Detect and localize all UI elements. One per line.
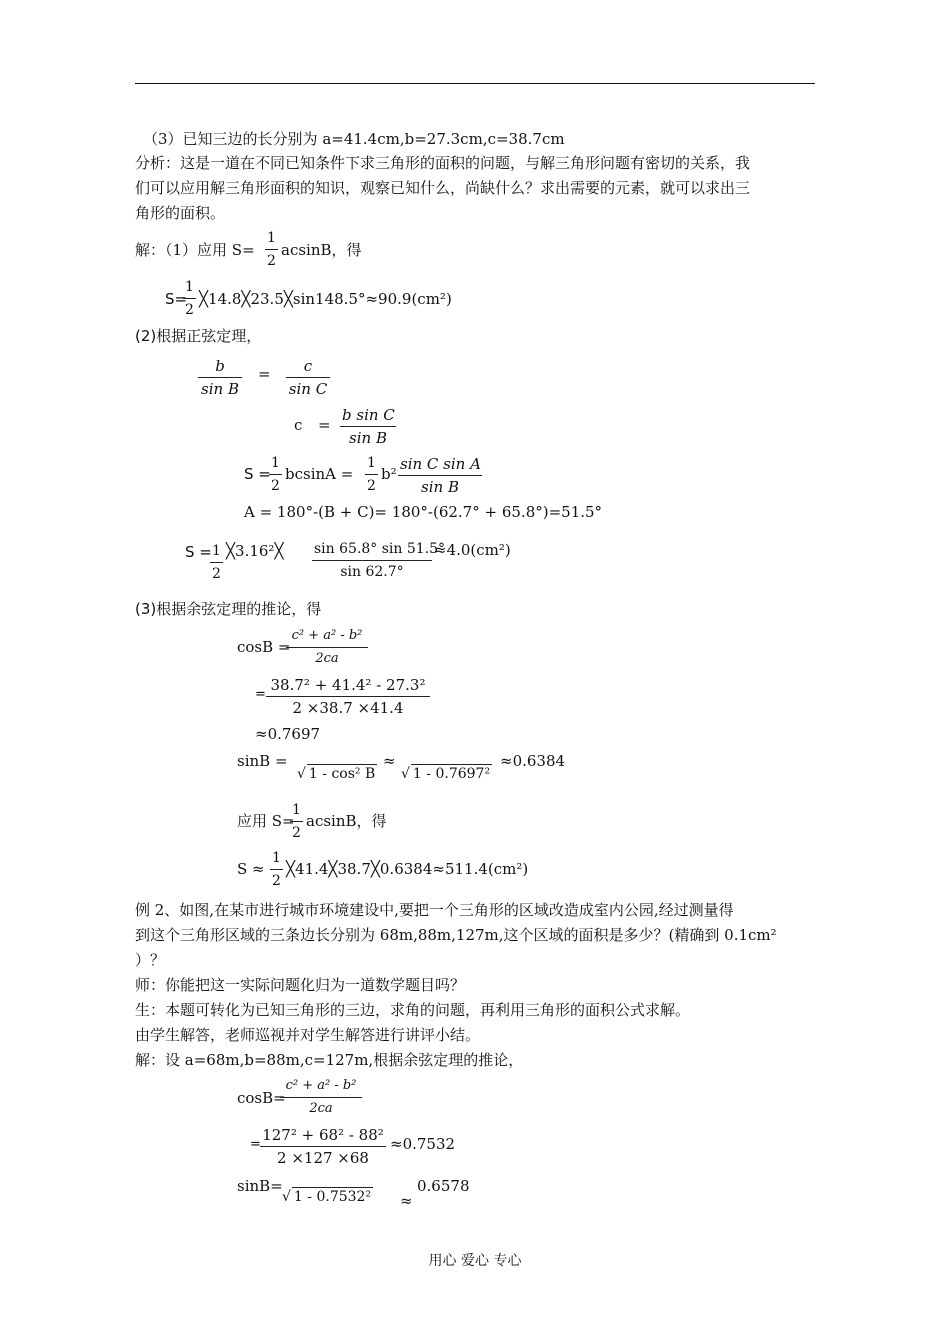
sinB-label: sinB= (237, 1177, 283, 1195)
cosB-value: ≈0.7697 (255, 725, 321, 743)
s2-middle-term: ╳3.16²╳ (226, 542, 284, 560)
s1-label: S= (165, 290, 188, 308)
fraction-sinCsinA-over-sinB: $\frac{\text{sin C sin A}}{\text{sin B}}$ (400, 455, 481, 496)
fraction-half: $\frac{1}{2}$ (267, 230, 276, 269)
b-squared: b² (381, 465, 397, 483)
fraction-b-over-sinB: $\frac{b}{\text{sin B}}$ (198, 357, 242, 398)
approx-sign: ≈ (383, 752, 396, 770)
apply-area-formula: 应用 S= (237, 812, 295, 830)
sinB-value: 0.6578 (417, 1177, 470, 1195)
equals-sign: = (255, 687, 266, 702)
area-label: S = (185, 543, 212, 561)
fraction-half: $\frac{1}{2}$ (212, 543, 221, 582)
fraction-cosine-values: $\frac{\text{127² + 68² - 88²}}{2 \times 127 \times 68}$ (260, 1126, 386, 1167)
solution-1-intro: 解：（1）应用 S= (135, 241, 255, 259)
s1-computation: ╳14.8╳23.5╳sin148.5°≈90.9(cm²) (199, 290, 452, 308)
fraction-cosine-values: $\frac{\text{38.7² + 41.4² - 27.3²}}{2 \times 38.7 \times 41.4}$ (266, 676, 430, 717)
cosB-value: ≈0.7532 (390, 1135, 456, 1153)
fraction-sin-values: $\frac{\sin 65.8^\circ \sin 51.5^\circ}{\sin 62.7^\circ}$ (314, 541, 446, 580)
s2-result: ≈4.0(cm²) (434, 541, 511, 559)
solution-1-formula: acsinB，得 (281, 241, 362, 259)
problem-3-statement: （3）已知三边的长分别为 a=41.4cm,b=27.3cm,c=38.7cm (143, 130, 565, 148)
bcsinA-term: bcsinA = (285, 465, 354, 483)
fraction-bsinC-over-sinB: $\frac{\text{b sin C}}{\text{sin B}}$ (342, 406, 395, 447)
sqrt-one-minus-value: √ 1 - 0.7532² (282, 1189, 372, 1205)
sine-law-heading: (2)根据正弦定理， (135, 327, 262, 345)
fraction-half: $\frac{1}{2}$ (292, 802, 301, 841)
cosine-law-heading: (3)根据余弦定理的推论，得 (135, 600, 322, 618)
apply-area-formula-tail: acsinB，得 (306, 812, 387, 830)
fraction-cosine-formula: $\frac{\text{c² + a² - b²}}{2ca}$ (286, 627, 368, 668)
cosB-label: cosB= (237, 1089, 286, 1107)
area-label: S = (244, 465, 271, 483)
fraction-half: $\frac{1}{2}$ (271, 455, 280, 494)
sqrt-one-minus-cos2B: √ 1 - cos² B (297, 766, 376, 782)
c-label: c (294, 416, 303, 434)
analysis-line-3: 角形的面积。 (135, 204, 226, 222)
fraction-cosine-formula: $\frac{\text{c² + a² - b²}}{2ca}$ (280, 1077, 362, 1118)
s3-computation: ╳41.4╳38.7╳0.6384≈511.4(cm²) (286, 860, 529, 878)
example-2-line-2: 到这个三角形区域的三条边长分别为 68m,88m,127m,这个区域的面积是多少？(精确到 0.1cm² (135, 926, 777, 944)
cosB-label: cosB = (237, 638, 291, 656)
equals-sign: = (250, 1137, 261, 1152)
sinB-value: ≈0.6384 (500, 752, 566, 770)
approx-sign: ≈ (400, 1192, 413, 1210)
header-rule (135, 83, 815, 84)
analysis-line-2: 们可以应用解三角形面积的知识，观察已知什么，尚缺什么？求出需要的元素，就可以求出三 (135, 179, 751, 197)
sinB-label: sinB = (237, 752, 288, 770)
equals-sign: = (258, 365, 271, 383)
example-2-solution: 解：设 a=68m,b=88m,c=127m,根据余弦定理的推论， (135, 1051, 524, 1069)
fraction-half: $\frac{1}{2}$ (367, 455, 376, 494)
fraction-half: $\frac{1}{2}$ (272, 850, 281, 889)
analysis-line-1: 分析：这是一道在不同已知条件下求三角形的面积的问题，与解三角形问题有密切的关系，我 (135, 154, 751, 172)
fraction-c-over-sinC: $\frac{c}{\text{sin C}}$ (286, 357, 330, 398)
teacher-question: 师：你能把这一实际问题化归为一道数学题目吗？ (135, 976, 466, 994)
equals-sign: = (318, 416, 331, 434)
angle-A-computation: A = 180°-(B + C)= 180°-(62.7° + 65.8°)=51.5° (244, 503, 603, 521)
student-answer: 生：本题可转化为已知三角形的三边，求角的问题，再利用三角形的面积公式求解。 (135, 1001, 691, 1019)
example-2-line-3: ）？ (135, 951, 166, 969)
page-footer: 用心 爱心 专心 (428, 1253, 522, 1269)
s3-label: S ≈ (237, 860, 265, 878)
classroom-note: 由学生解答，老师巡视并对学生解答进行讲评小结。 (135, 1026, 481, 1044)
sqrt-one-minus-value: √ 1 - 0.7697² (401, 766, 491, 782)
example-2-line-1: 例 2、如图,在某市进行城市环境建设中,要把一个三角形的区域改造成室内公园,经过测量得 (135, 901, 734, 919)
fraction-half: $\frac{1}{2}$ (185, 279, 194, 318)
